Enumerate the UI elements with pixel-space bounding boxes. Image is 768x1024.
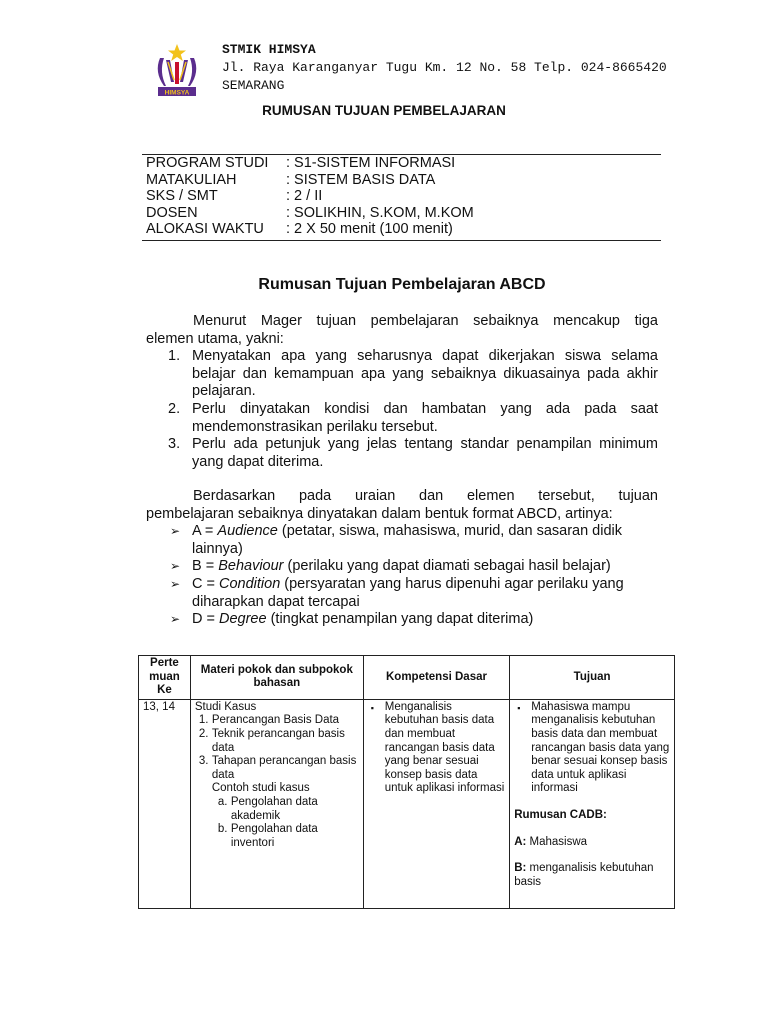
material-list	[195, 714, 359, 782]
item-number: 3.	[198, 755, 209, 768]
info-row	[146, 205, 474, 222]
info-row	[146, 188, 474, 205]
list-item	[195, 728, 359, 755]
abcd-term: Degree	[219, 611, 267, 628]
abcd-line: pembelajaran sebaiknya dinyatakan dalam bentuk format ABCD, artinya:	[146, 505, 613, 522]
institution-address: Jl. Raya Karanganyar Tugu Km. 12 No. 58 Telp. 024-8665420	[222, 60, 667, 75]
competency-cell	[363, 699, 509, 908]
abcd-term: Audience	[217, 523, 278, 540]
abcd-list	[146, 523, 658, 629]
abcd-prefix: A =	[192, 523, 218, 540]
institution-name: STMIK HIMSYA	[222, 42, 316, 57]
abcd-desc: (petatar, siswa, mahasiswa, murid, dan sasaran didik lainnya)	[192, 523, 623, 557]
info-value: : SISTEM BASIS DATA	[286, 171, 436, 188]
item-text: Menyatakan apa yang seharusnya dapat dikerjakan siswa selama belajar dan kemampuan apa yang sebaiknya dikuasainya pada akhir pelajaran.	[192, 348, 658, 400]
goal-text: Mahasiswa mampu menganalisis kebutuhan basis data dan membuat rancangan basis data yang benar sesuai konsep basis data untuk aplikasi informasi	[531, 700, 670, 795]
cadb-label: B:	[514, 862, 527, 875]
abcd-term: Behaviour	[218, 558, 284, 575]
cadb-text: Mahasiswa	[526, 835, 588, 848]
list-item	[146, 401, 658, 436]
logo-wordmark: HIMSYA	[164, 89, 190, 97]
abcd-prefix: B =	[192, 558, 219, 575]
arrow-bullet-icon: ➢	[170, 559, 181, 574]
material-title: Studi Kasus	[194, 700, 257, 713]
cadb-text: menganalisis kebutuhan basis	[514, 862, 654, 888]
cadb-audience	[514, 836, 670, 850]
mager-elements-list	[146, 348, 658, 471]
col-header-material: Materi pokok dan subpokok bahasan	[190, 656, 363, 700]
case-list	[195, 796, 359, 850]
case-title: Contoh studi kasus	[211, 782, 310, 795]
info-key: MATAKULIAH	[146, 171, 237, 188]
info-key: SKS / SMT	[146, 188, 218, 204]
info-value: : 2 / II	[286, 188, 323, 204]
list-item	[368, 701, 505, 796]
list-item	[195, 796, 359, 823]
list-item	[146, 523, 658, 558]
item-letter: a.	[217, 795, 228, 808]
list-item	[146, 558, 658, 576]
intro-line: Menurut Mager tujuan pembelajaran sebaiknya mencakup tiga	[193, 313, 658, 329]
list-item	[195, 823, 359, 850]
intro-line: elemen utama, yakni:	[146, 330, 284, 347]
abcd-prefix: C =	[192, 575, 219, 592]
table-row	[139, 699, 675, 908]
info-bottom-rule	[142, 240, 661, 241]
goal-list	[514, 701, 670, 796]
list-item	[146, 611, 658, 629]
list-item	[514, 701, 670, 796]
info-key: PROGRAM STUDI	[146, 155, 269, 171]
list-item	[146, 436, 658, 471]
item-text: Tahapan perancangan basis data	[211, 755, 357, 781]
abcd-line: Berdasarkan pada uraian dan elemen tersebut, tujuan	[193, 488, 658, 504]
document-title: RUMUSAN TUJUAN PEMBELAJARAN	[262, 103, 506, 118]
list-item	[146, 576, 658, 611]
arrow-bullet-icon: ➢	[170, 576, 181, 591]
info-value: : S1-SISTEM INFORMASI	[286, 155, 456, 171]
item-number: 2.	[198, 727, 209, 740]
list-item	[195, 755, 359, 782]
col-header-competency: Kompetensi Dasar	[363, 656, 509, 700]
cadb-label: A:	[514, 835, 527, 848]
abcd-desc: (tingkat penampilan yang dapat diterima)	[266, 611, 534, 628]
cadb-behaviour	[514, 862, 670, 889]
abcd-paragraph	[146, 488, 658, 629]
arrow-bullet-icon: ➢	[170, 524, 181, 539]
goal-cell	[510, 699, 675, 908]
abcd-term: Condition	[219, 575, 281, 592]
himsya-logo	[152, 42, 202, 100]
item-text: Perlu dinyatakan kondisi dan hambatan yang ada pada saat mendemonstrasikan perilaku tersebut.	[192, 400, 658, 435]
info-row	[146, 155, 474, 172]
info-row	[146, 172, 474, 189]
arrow-bullet-icon: ➢	[170, 612, 181, 627]
item-text: Perancangan Basis Data	[211, 714, 340, 727]
list-item	[146, 348, 658, 401]
course-info	[146, 155, 474, 238]
item-text: Perlu ada petunjuk yang jelas tentang standar penampilan minimum yang dapat diterima.	[192, 436, 658, 470]
col-header-goal: Tujuan	[510, 656, 675, 700]
item-text: Pengolahan data inventori	[230, 823, 318, 849]
meeting-cell: 13, 14	[139, 699, 191, 908]
square-bullet-icon: ▪	[370, 702, 374, 713]
item-text: Teknik perancangan basis data	[211, 727, 345, 754]
list-item	[195, 714, 359, 728]
info-value: : 2 X 50 menit (100 menit)	[286, 221, 453, 237]
item-number: 1.	[198, 714, 209, 727]
competency-list	[368, 701, 505, 796]
info-key: DOSEN	[146, 204, 198, 221]
abcd-prefix: D =	[192, 611, 219, 628]
square-bullet-icon: ▪	[517, 702, 521, 713]
abcd-desc: (persyaratan yang harus dipenuhi agar perilaku yang diharapkan dapat tercapai	[192, 575, 624, 610]
competency-text: Menganalisis kebutuhan basis data dan membuat rancangan basis data yang benar sesuai konsep basis data untuk aplikasi informasi	[384, 700, 505, 795]
info-row	[146, 221, 474, 238]
info-value: : SOLIKHIN, S.KOM, M.KOM	[286, 204, 474, 221]
info-key: ALOKASI WAKTU	[146, 221, 264, 237]
institution-city: SEMARANG	[222, 78, 285, 93]
col-header-meeting: Perte muan Ke	[139, 656, 191, 700]
material-cell	[190, 699, 363, 908]
learning-objectives-table	[138, 655, 675, 909]
item-text: Pengolahan data akademik	[230, 795, 318, 822]
abcd-desc: (perilaku yang dapat diamati sebagai hasil belajar)	[283, 558, 611, 575]
section-title: Rumusan Tujuan Pembelajaran ABCD	[258, 276, 546, 293]
item-number: 1.	[168, 348, 181, 365]
intro-paragraph	[146, 313, 658, 471]
item-letter: b.	[217, 823, 228, 836]
item-number: 2.	[168, 400, 181, 417]
table-header-row	[139, 656, 675, 700]
item-number: 3.	[168, 436, 181, 453]
cadb-title: Rumusan CADB:	[514, 808, 607, 821]
